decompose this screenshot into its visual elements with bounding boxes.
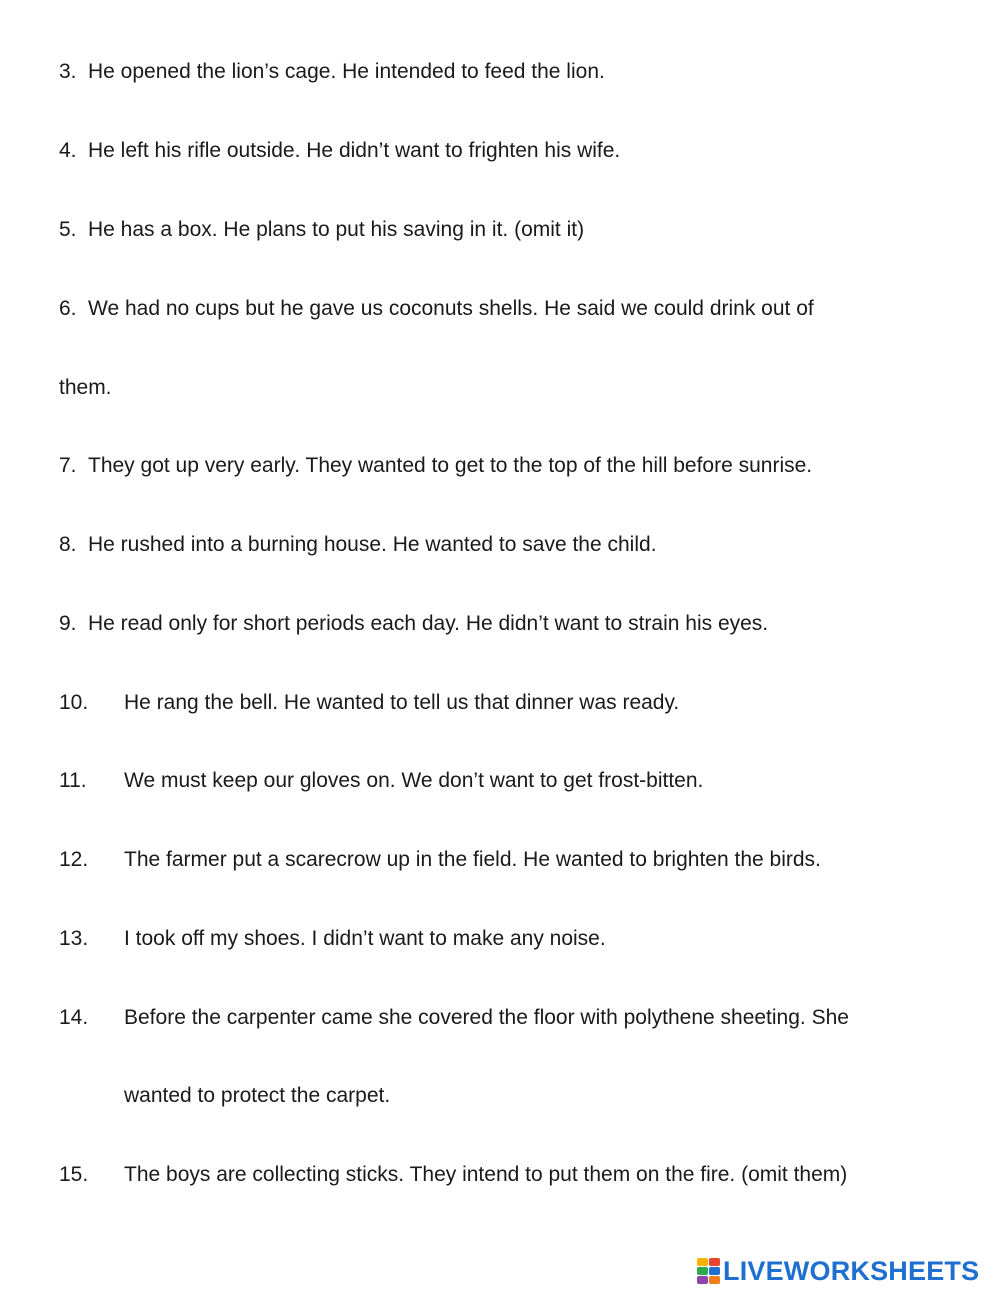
logo-tile: [697, 1276, 708, 1284]
item-number: 6.: [59, 297, 77, 320]
item-text: The boys are collecting sticks. They intend to put them on the fire. (omit them): [124, 1163, 848, 1186]
list-item: [59, 847, 959, 873]
item-number: 8.: [59, 533, 77, 556]
logo-tile: [709, 1258, 720, 1266]
list-item: [59, 768, 959, 794]
list-item-continuation: wanted to protect the carpet.: [124, 1084, 391, 1107]
item-number: 11.: [59, 769, 87, 792]
item-number: 10.: [59, 691, 89, 714]
item-number: 12.: [59, 848, 89, 871]
list-item-continuation: them.: [59, 376, 112, 399]
item-text: He read only for short periods each day. He didn’t want to strain his eyes.: [88, 612, 769, 635]
list-item: [59, 138, 959, 164]
item-number: 3.: [59, 60, 77, 83]
logo-text: LIVEWORKSHEETS: [723, 1255, 980, 1286]
item-text: He rang the bell. He wanted to tell us that dinner was ready.: [124, 691, 680, 714]
item-number: 13.: [59, 927, 89, 950]
item-text: The farmer put a scarecrow up in the field. He wanted to brighten the birds.: [124, 848, 821, 871]
item-text: We must keep our gloves on. We don’t want to get frost-bitten.: [124, 769, 704, 792]
logo-tile: [697, 1258, 708, 1266]
item-text: He left his rifle outside. He didn’t want to frighten his wife.: [88, 139, 621, 162]
list-item: [59, 59, 959, 85]
list-item: [59, 296, 959, 322]
list-item: [59, 217, 959, 243]
item-number: 14.: [59, 1006, 89, 1029]
item-number: 7.: [59, 454, 77, 477]
logo-tile: [709, 1267, 720, 1275]
logo-tile: [709, 1276, 720, 1284]
liveworksheets-logo[interactable]: [697, 1254, 979, 1288]
item-text: Before the carpenter came she covered the floor with polythene sheeting. She: [124, 1006, 849, 1029]
item-number: 4.: [59, 139, 77, 162]
item-text: They got up very early. They wanted to get to the top of the hill before sunrise.: [88, 454, 813, 477]
item-number: 5.: [59, 218, 77, 241]
item-text: We had no cups but he gave us coconuts shells. He said we could drink out of: [88, 297, 814, 320]
list-item: [59, 1162, 959, 1188]
item-text: I took off my shoes. I didn’t want to make any noise.: [124, 927, 606, 950]
item-text: He has a box. He plans to put his saving in it. (omit it): [88, 218, 585, 241]
item-number: 15.: [59, 1163, 89, 1186]
item-number: 9.: [59, 612, 77, 635]
item-text: He rushed into a burning house. He wanted to save the child.: [88, 533, 657, 556]
list-item: [59, 690, 959, 716]
list-item: [59, 532, 959, 558]
liveworksheets-logo-icon: [697, 1258, 719, 1284]
list-item: [59, 611, 959, 637]
list-item: [59, 453, 959, 479]
list-item: [59, 1005, 959, 1031]
list-item: [59, 926, 959, 952]
logo-tile: [697, 1267, 708, 1275]
item-text: He opened the lion’s cage. He intended to feed the lion.: [88, 60, 605, 83]
